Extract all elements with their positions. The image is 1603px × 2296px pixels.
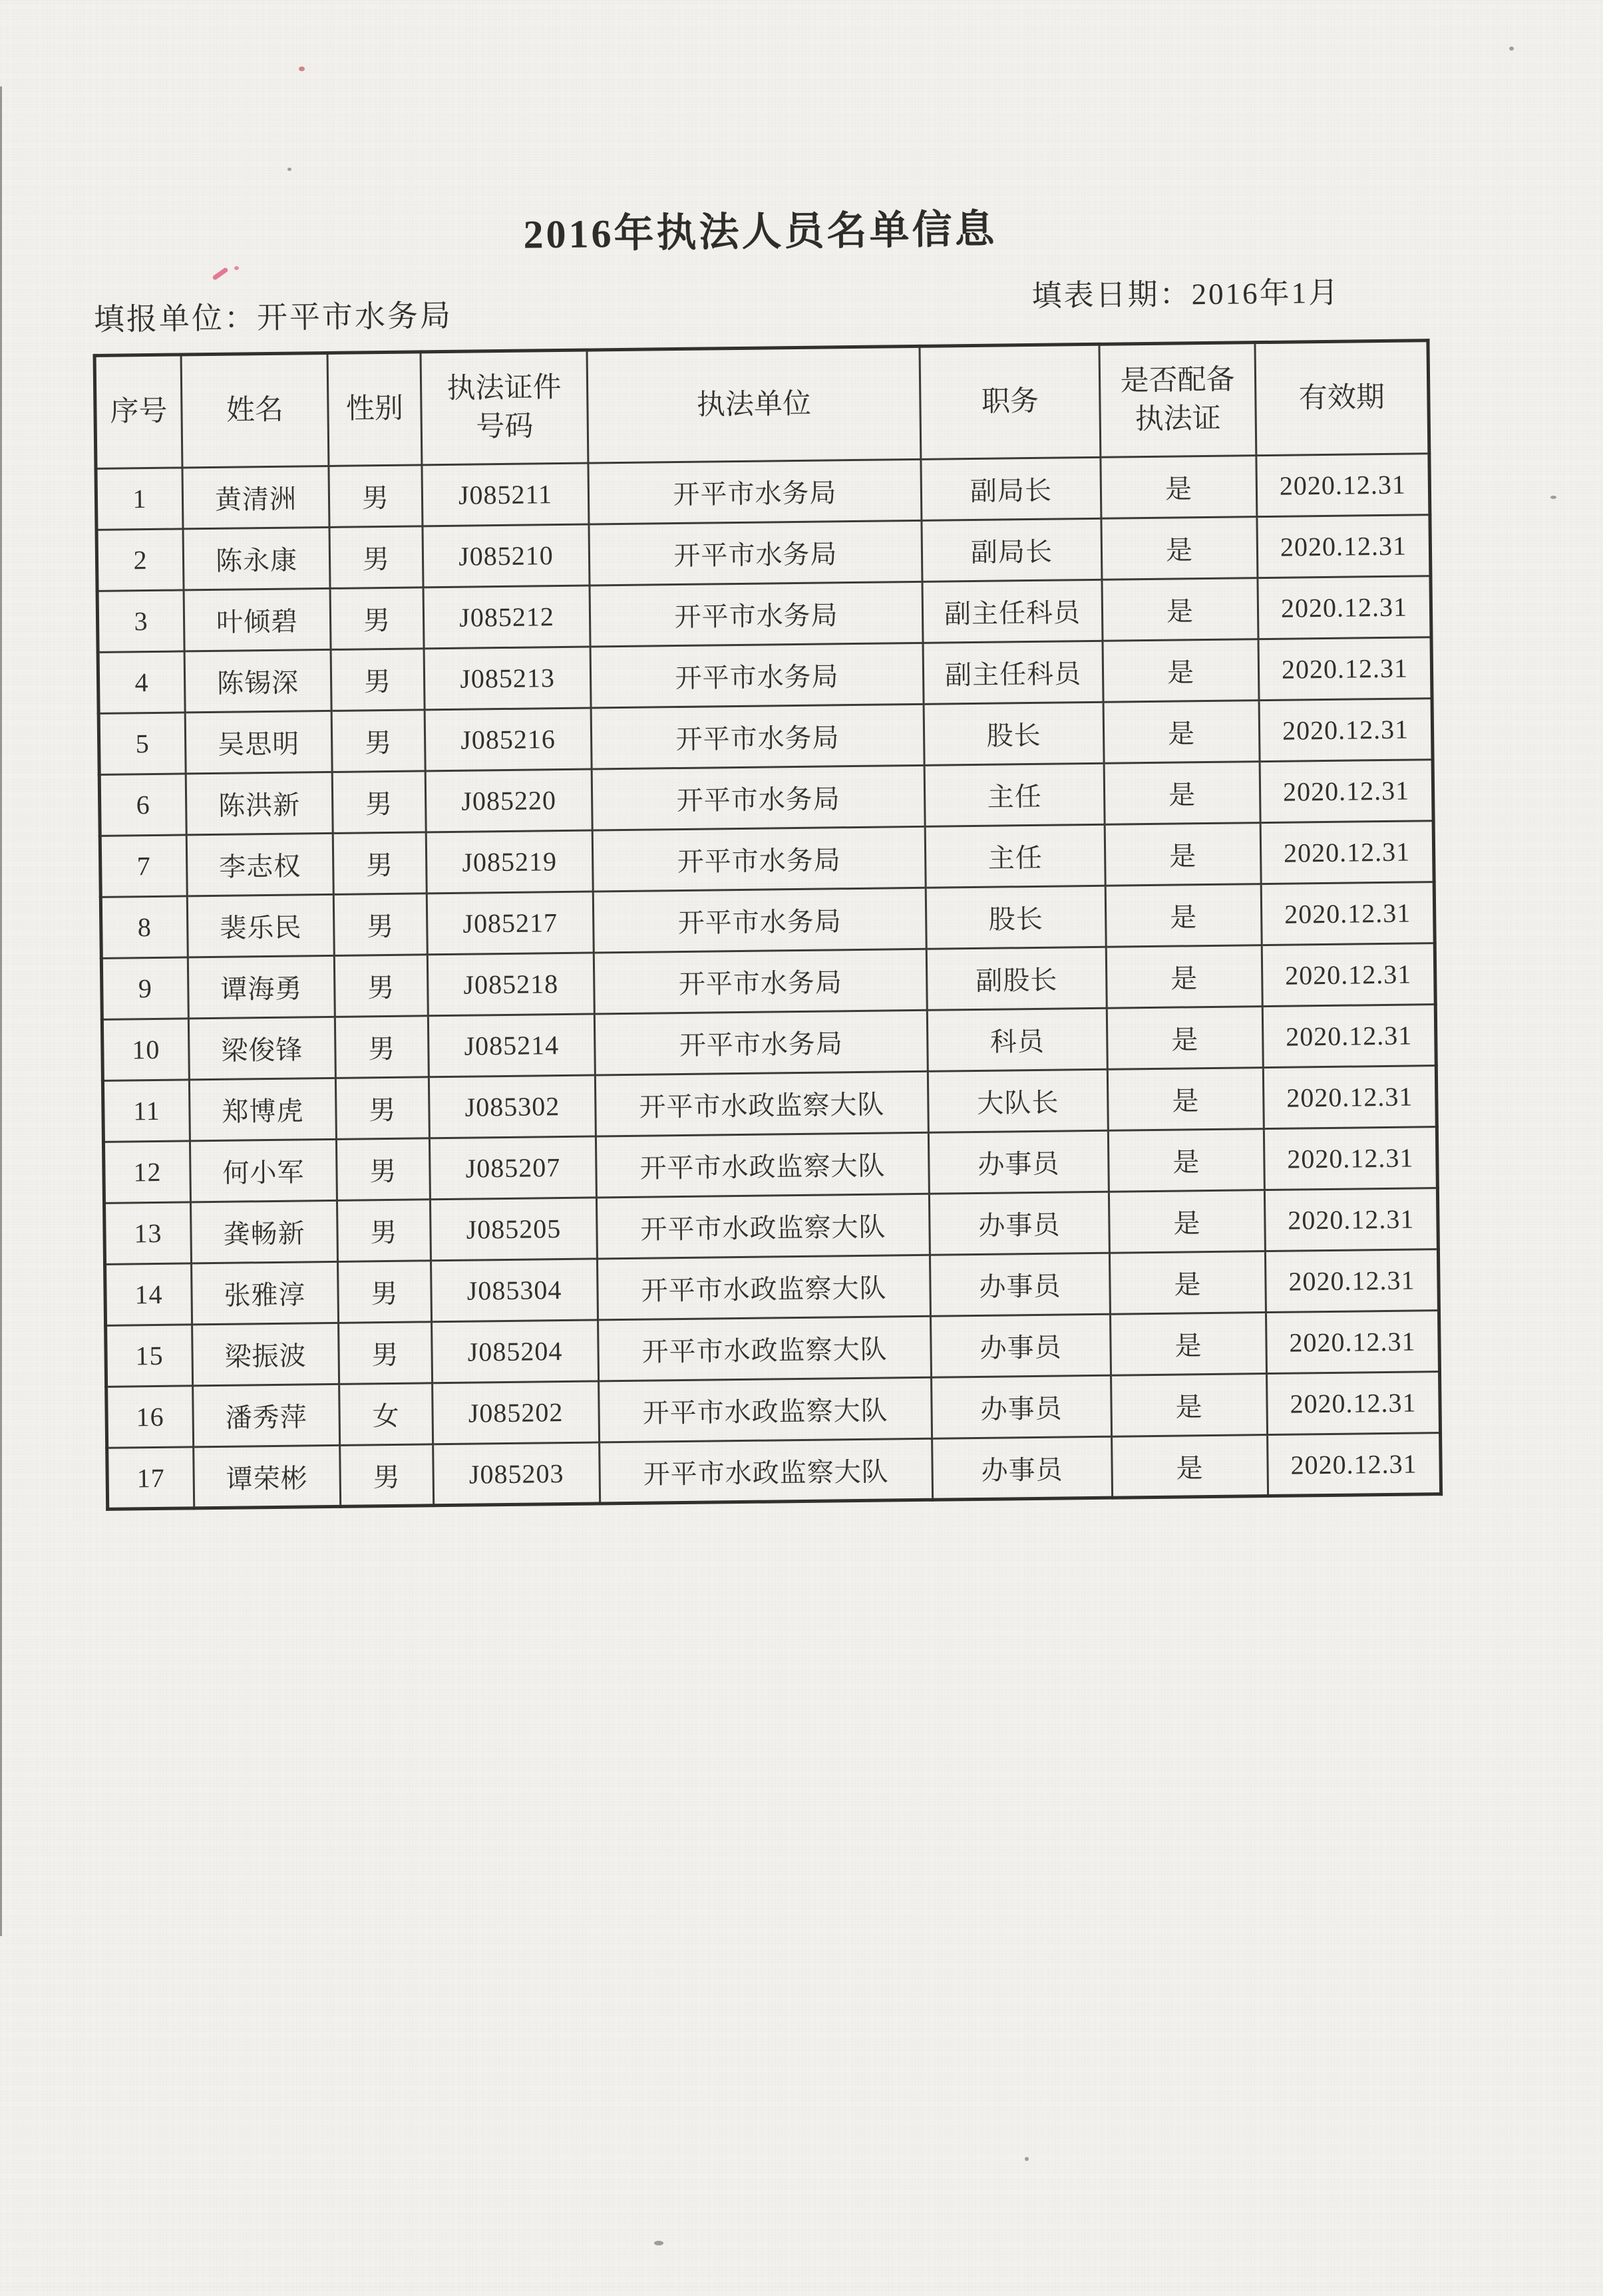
table-cell: 大队长 (928, 1069, 1108, 1132)
page-title: 2016年执法人员名单信息 (523, 207, 997, 257)
table-cell: J085302 (429, 1075, 596, 1138)
table-cell: 是 (1112, 1435, 1268, 1498)
table-cell: 2020.12.31 (1260, 760, 1433, 823)
table-cell: 2020.12.31 (1264, 1188, 1438, 1251)
table-cell: 11 (102, 1080, 190, 1142)
table-cell: 股长 (926, 886, 1106, 949)
table-cell: 开平市水政监察大队 (598, 1316, 932, 1381)
table-cell: 2020.12.31 (1262, 943, 1435, 1007)
table-cell: 2020.12.31 (1264, 1127, 1437, 1190)
table-cell: 郑博虎 (189, 1078, 336, 1140)
table-cell: J085218 (427, 953, 594, 1016)
table-cell: J085212 (423, 585, 590, 649)
red-speck-artifact-top (299, 67, 305, 71)
table-cell: 副主任科员 (922, 579, 1103, 643)
scan-speck (1025, 2157, 1029, 2161)
table-cell: 副主任科员 (923, 641, 1103, 704)
table-cell: 主任 (925, 824, 1105, 888)
table-cell: 副局长 (921, 457, 1101, 520)
table-cell: 2020.12.31 (1258, 576, 1431, 639)
reporting-unit-line: 填报单位：开平市水务局 (93, 298, 453, 337)
table-cell: 开平市水政监察大队 (597, 1255, 930, 1320)
personnel-table (93, 339, 1443, 1511)
table-cell: 办事员 (929, 1192, 1109, 1255)
table-cell: 开平市水务局 (588, 459, 922, 524)
table-cell: 男 (333, 894, 427, 956)
table-cell: 12 (103, 1141, 190, 1203)
table-cell: 男 (331, 649, 425, 711)
table-cell: 办事员 (932, 1436, 1113, 1500)
table-cell: 是 (1103, 701, 1260, 764)
column-header: 执法证件 号码 (421, 350, 588, 465)
table-cell: 办事员 (931, 1314, 1111, 1377)
table-cell: 谭海勇 (188, 955, 335, 1018)
table-cell: 龚畅新 (190, 1200, 337, 1263)
red-speck-artifact (234, 266, 239, 270)
table-cell: J085211 (422, 463, 589, 526)
table-cell: 2020.12.31 (1262, 1005, 1436, 1068)
table-cell: 副股长 (926, 947, 1107, 1010)
table-cell: 陈永康 (183, 527, 330, 589)
table-cell: 谭荣彬 (194, 1445, 341, 1508)
column-header: 性别 (327, 352, 422, 466)
table-cell: 2020.12.31 (1263, 1066, 1437, 1129)
table-cell: 5 (98, 713, 186, 774)
table-cell: 开平市水务局 (592, 826, 926, 892)
table-cell: 13 (104, 1202, 191, 1264)
column-header: 姓名 (181, 353, 329, 467)
table-cell: J085203 (433, 1442, 600, 1506)
table-cell: 是 (1107, 1007, 1263, 1070)
table-cell: 男 (332, 771, 426, 834)
table-cell: J085204 (432, 1320, 599, 1383)
table-cell: 主任 (924, 763, 1105, 826)
table-cell: 吴思明 (185, 711, 332, 773)
table-cell: 6 (99, 774, 186, 836)
table-cell: 黄清洲 (182, 466, 329, 528)
table-cell: 8 (100, 896, 188, 958)
column-header: 执法单位 (587, 346, 921, 463)
table-cell: 办事员 (932, 1375, 1112, 1438)
table-cell: 梁振波 (192, 1323, 339, 1385)
table-cell: 开平市水务局 (589, 520, 922, 585)
table-cell: 陈洪新 (186, 772, 333, 834)
table-cell: 2020.12.31 (1260, 821, 1434, 884)
table-cell: 何小军 (190, 1139, 337, 1202)
table-cell: 开平市水务局 (591, 704, 924, 769)
table-cell: 是 (1105, 884, 1262, 947)
table-cell: 15 (106, 1325, 193, 1387)
table-cell: 3 (97, 590, 184, 652)
table-cell: 男 (339, 1322, 433, 1385)
table-cell: 是 (1107, 1068, 1264, 1131)
table-cell: 2020.12.31 (1267, 1372, 1441, 1435)
column-header: 序号 (94, 355, 182, 468)
table-cell: 开平市水务局 (590, 581, 923, 647)
table-cell: 开平市水务局 (593, 888, 926, 953)
table-cell: 开平市水务局 (592, 765, 925, 830)
table-cell: J085210 (423, 524, 590, 587)
table-cell: 开平市水政监察大队 (596, 1132, 929, 1198)
table-cell: 是 (1108, 1129, 1264, 1192)
table-cell: 是 (1109, 1190, 1265, 1253)
table-cell: 2020.12.31 (1261, 882, 1435, 945)
table-cell: 叶倾碧 (184, 588, 331, 651)
table-cell: 4 (98, 651, 185, 713)
table-cell: J085205 (430, 1198, 597, 1261)
table-cell: 办事员 (930, 1253, 1110, 1316)
form-date-line: 填表日期：2016年1月 (1031, 275, 1341, 313)
table-cell: 2020.12.31 (1265, 1249, 1439, 1313)
table-cell: 股长 (924, 702, 1104, 765)
table-cell: 男 (330, 587, 424, 650)
table-cell: 14 (105, 1263, 192, 1325)
table-cell: 是 (1105, 823, 1261, 886)
table-cell: 陈锡深 (184, 649, 331, 712)
table-cell: 男 (336, 1138, 430, 1201)
table-cell: 男 (338, 1261, 432, 1323)
table-cell: 2020.12.31 (1257, 515, 1431, 578)
scan-speck (654, 2241, 663, 2245)
table-cell: 开平市水务局 (590, 643, 924, 708)
table-cell: 2020.12.31 (1266, 1311, 1439, 1374)
table-cell: 是 (1109, 1251, 1266, 1315)
table-cell: 潘秀萍 (193, 1384, 340, 1446)
table-cell: 开平市水政监察大队 (599, 1377, 932, 1442)
scan-speck (1509, 47, 1514, 51)
table-cell: 是 (1106, 945, 1262, 1009)
column-header: 是否配备 执法证 (1099, 343, 1256, 458)
table-cell: 是 (1104, 762, 1260, 825)
table-cell: 梁俊锋 (188, 1017, 335, 1079)
column-header: 职务 (920, 344, 1101, 459)
table-cell: 16 (106, 1386, 194, 1448)
table-cell: 是 (1102, 578, 1258, 641)
table-cell: J085220 (425, 769, 592, 832)
table-cell: 2020.12.31 (1258, 637, 1432, 701)
table-cell: J085213 (424, 647, 591, 710)
table-cell: 裴乐民 (187, 894, 334, 957)
column-header: 有效期 (1255, 341, 1429, 456)
table-cell: 2020.12.31 (1268, 1433, 1441, 1496)
table-cell: 是 (1101, 517, 1258, 580)
table-cell: 男 (335, 1077, 429, 1140)
table-cell: 2020.12.31 (1256, 454, 1430, 517)
table-cell: 男 (334, 955, 428, 1017)
table-cell: 2020.12.31 (1259, 699, 1433, 762)
scan-speck (287, 168, 291, 171)
table-cell: 9 (101, 957, 188, 1019)
table-cell: 10 (102, 1019, 189, 1080)
table-cell: 男 (335, 1016, 429, 1078)
table-cell: J085216 (425, 708, 592, 771)
table-cell: 男 (337, 1200, 431, 1262)
table-cell: 是 (1111, 1374, 1268, 1437)
table-cell: 开平市水务局 (594, 1010, 928, 1075)
table-cell: 张雅淳 (192, 1261, 339, 1324)
table-cell: J085219 (426, 830, 593, 894)
table-cell: 17 (107, 1447, 194, 1509)
table-cell: 科员 (927, 1008, 1107, 1071)
table-cell: 7 (100, 835, 187, 897)
table-cell: 开平市水务局 (594, 949, 927, 1014)
table-cell: J085304 (431, 1259, 598, 1322)
table-cell: 男 (340, 1444, 434, 1507)
table-cell: 开平市水政监察大队 (595, 1071, 928, 1136)
table-cell: 开平市水政监察大队 (600, 1438, 933, 1504)
table-cell: 男 (331, 710, 425, 772)
table-cell: 副局长 (922, 518, 1102, 581)
table-header-row (94, 341, 1429, 469)
table-cell: J085217 (427, 892, 594, 955)
table-cell: 李志权 (186, 833, 333, 896)
table-cell: 男 (329, 465, 423, 528)
table-cell: 女 (339, 1383, 433, 1446)
table-cell: 男 (329, 526, 423, 589)
table-cell: 是 (1103, 639, 1259, 703)
table-cell: J085202 (433, 1381, 600, 1444)
table-cell: 男 (333, 832, 427, 895)
table-cell: J085214 (428, 1014, 595, 1077)
table-cell: 办事员 (928, 1130, 1109, 1194)
scan-speck (1550, 496, 1556, 499)
table-cell: 是 (1101, 456, 1257, 519)
table-cell: 是 (1110, 1313, 1266, 1376)
table-cell: J085207 (429, 1136, 596, 1200)
table-cell: 1 (96, 468, 183, 530)
table-cell: 开平市水政监察大队 (596, 1194, 930, 1259)
table-cell: 2 (96, 529, 184, 591)
